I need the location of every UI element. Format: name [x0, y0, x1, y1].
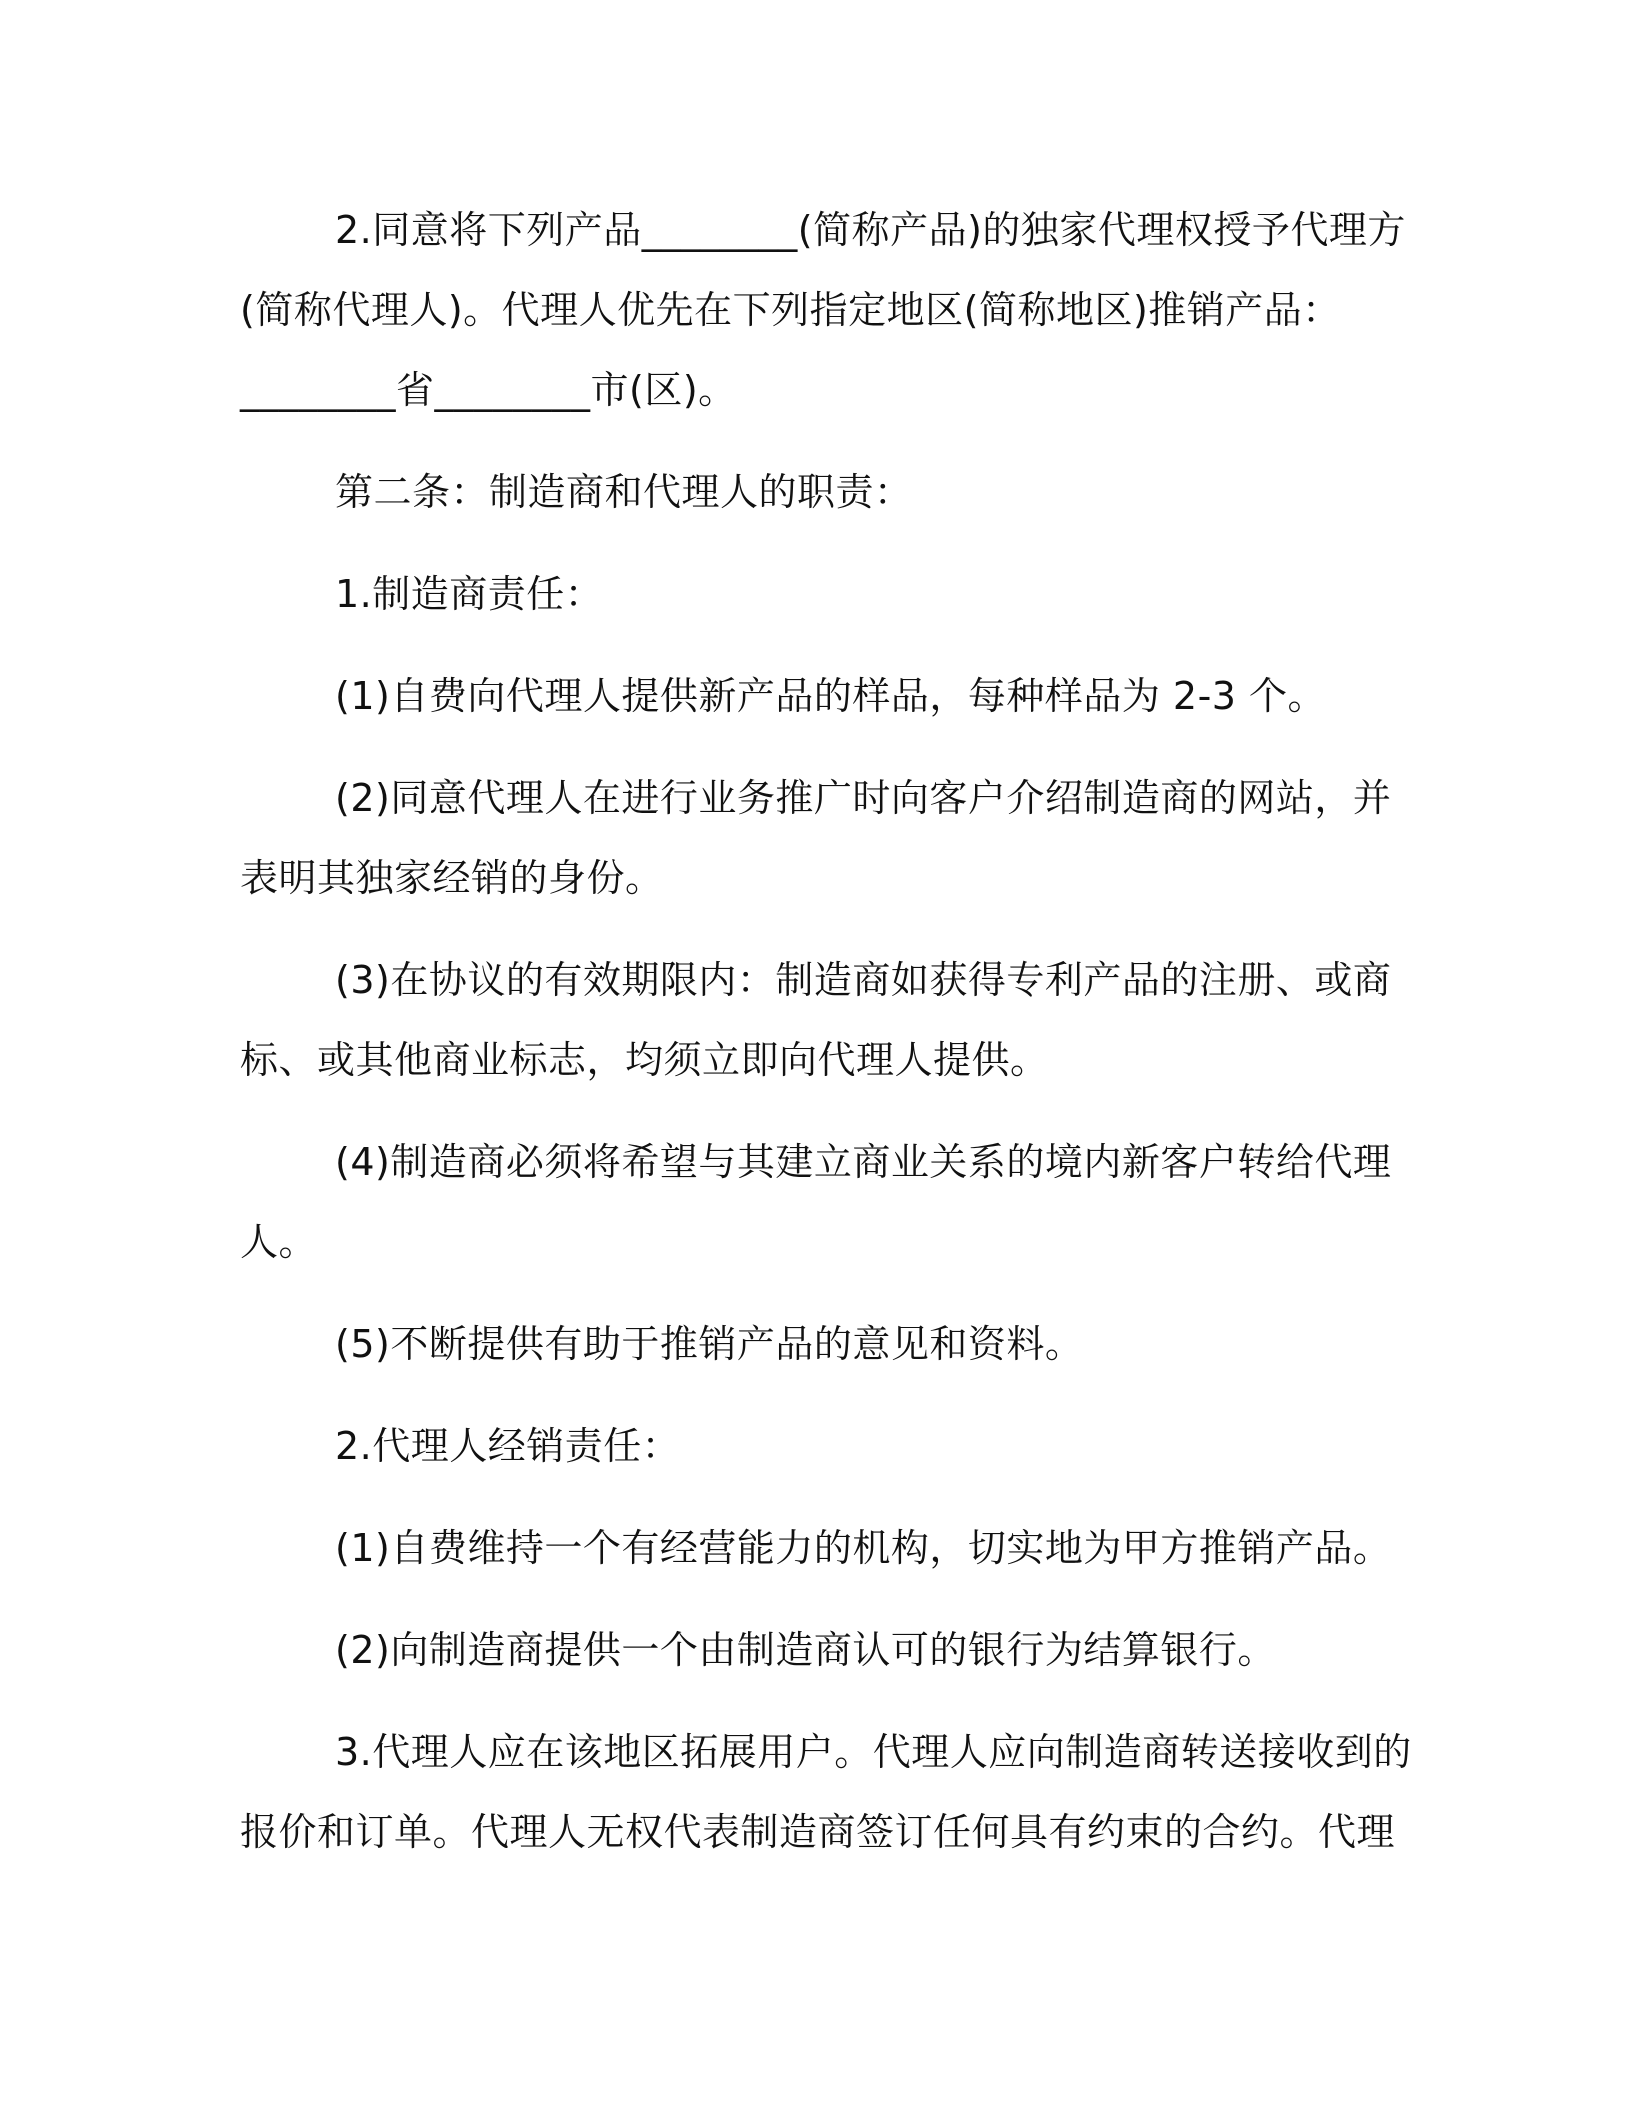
paragraph-agent-duty-1: (1)自费维持一个有经营能力的机构，切实地为甲方推销产品。	[335, 1526, 1392, 1570]
paragraph-manufacturer-duty-2: (2)同意代理人在进行业务推广时向客户介绍制造商的网站，并表明其独家经销的身份。	[240, 776, 1392, 900]
document-body	[240, 190, 1420, 1872]
paragraph-manufacturer-duty-1: (1)自费向代理人提供新产品的样品，每种样品为 2-3 个。	[335, 674, 1327, 718]
paragraph-manufacturer-duty-4: (4)制造商必须将希望与其建立商业关系的境内新客户转给代理人。	[240, 1140, 1392, 1264]
paragraph-clause-3: 3.代理人应在该地区拓展用户。代理人应向制造商转送接收到的报价和订单。代理人无权代表制造商签订任何具有约束的合约。代理	[240, 1730, 1412, 1854]
paragraph-manufacturer-duty-5: (5)不断提供有助于推销产品的意见和资料。	[335, 1322, 1084, 1366]
paragraph-agent-duty-2: (2)向制造商提供一个由制造商认可的银行为结算银行。	[335, 1628, 1276, 1672]
paragraph-agent-duties-heading: 2.代理人经销责任：	[335, 1424, 681, 1468]
paragraph-manufacturer-duty-3: (3)在协议的有效期限内：制造商如获得专利产品的注册、或商标、或其他商业标志，均须立即向代理人提供。	[240, 958, 1392, 1082]
paragraph-clause-2-grant: 2.同意将下列产品________(简称产品)的独家代理权授予代理方(简称代理人)。代理人优先在下列指定地区(简称地区)推销产品：________省________市(区)。	[240, 208, 1406, 412]
paragraph-article-2-heading: 第二条：制造商和代理人的职责：	[335, 470, 913, 514]
paragraph-manufacturer-duties-heading: 1.制造商责任：	[335, 572, 604, 616]
